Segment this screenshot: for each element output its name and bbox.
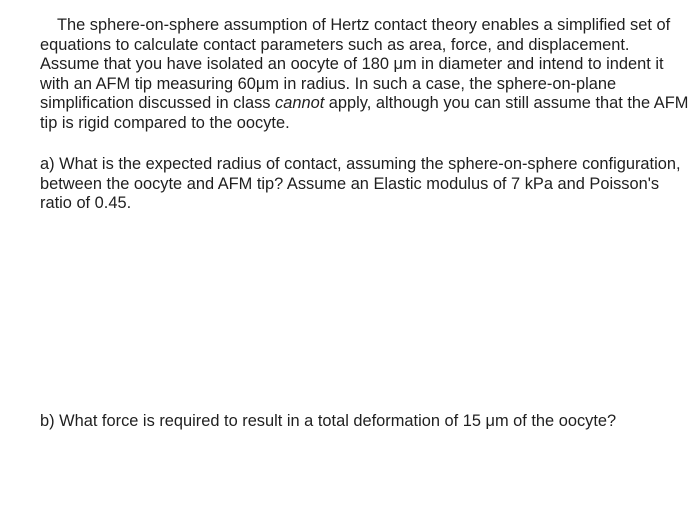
intro-text-end: apply, although you can still assume that the AFM tip is rigid compared to the oocyte. bbox=[40, 94, 689, 132]
intro-emphasis-cannot: cannot bbox=[275, 94, 325, 113]
intro-text-start: The sphere-on-sphere assumption of Hertz contact theory enables a simplified set of equations to calculate contact parameters such as area, force, and displacement. Assume that you have isolated an oocyte of 180 μm in diameter and intend to indent it with an AFM tip measuring 60μm in radius. In such a case, the sphere-on-plane simplification discussed in class bbox=[40, 16, 671, 113]
question-b: b) What force is required to result in a total deformation of 15 μm of the oocyte? bbox=[40, 412, 617, 430]
intro-paragraph bbox=[40, 16, 692, 134]
question-a: a) What is the expected radius of contact, assuming the sphere-on-sphere configuration, between the oocyte and AFM tip? Assume an Elastic modulus of 7 kPa and Poisson's ratio of 0.45. bbox=[40, 155, 681, 213]
